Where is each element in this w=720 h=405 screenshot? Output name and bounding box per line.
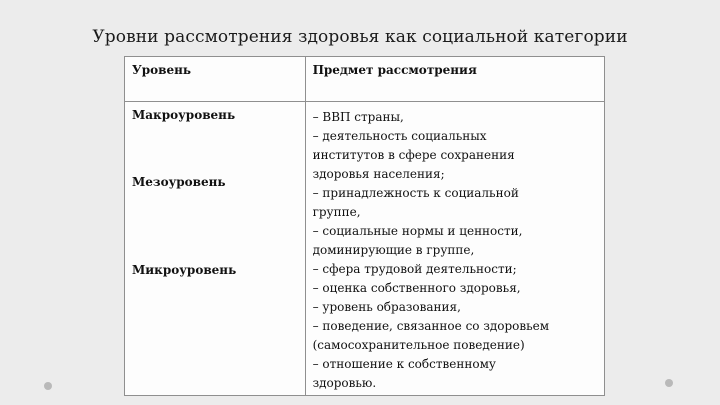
subject-line: – отношение к собственному [312, 357, 496, 371]
subject-line: (самосохранительное поведение) [312, 338, 525, 352]
subjects-cell [305, 102, 604, 396]
subject-line: – ВВП страны, [312, 110, 404, 124]
subject-line: здоровью. [312, 376, 377, 390]
table-header-row [125, 57, 605, 102]
level-micro: Микроуровень [132, 263, 237, 277]
header-subject-label: Предмет рассмотрения [312, 63, 477, 77]
subject-line: – уровень образования, [312, 300, 461, 314]
decorative-dot-left [44, 382, 52, 390]
subject-line: группе, [312, 205, 361, 219]
levels-table [124, 56, 605, 396]
subject-line: – принадлежность к социальной [312, 186, 519, 200]
header-level-label: Уровень [132, 63, 192, 77]
levels-cell [125, 102, 306, 396]
header-cell-level [125, 57, 306, 102]
table-body-row [125, 102, 605, 396]
subject-line: – сфера трудовой деятельности; [312, 262, 517, 276]
subject-line: – деятельность социальных [312, 129, 487, 143]
subject-line: институтов в сфере сохранения [312, 148, 515, 162]
level-macro: Макроуровень [132, 108, 236, 122]
subject-line: – социальные нормы и ценности, [312, 224, 523, 238]
level-meso: Мезоуровень [132, 175, 226, 189]
subject-line: – поведение, связанное со здоровьем [312, 319, 550, 333]
subject-line: – оценка собственного здоровья, [312, 281, 521, 295]
decorative-dot-right [665, 379, 673, 387]
subject-line: здоровья населения; [312, 167, 445, 181]
subject-line: доминирующие в группе, [312, 243, 475, 257]
header-cell-subject [305, 57, 604, 102]
slide-title: Уровни рассмотрения здоровья как социальной категории [92, 27, 628, 47]
